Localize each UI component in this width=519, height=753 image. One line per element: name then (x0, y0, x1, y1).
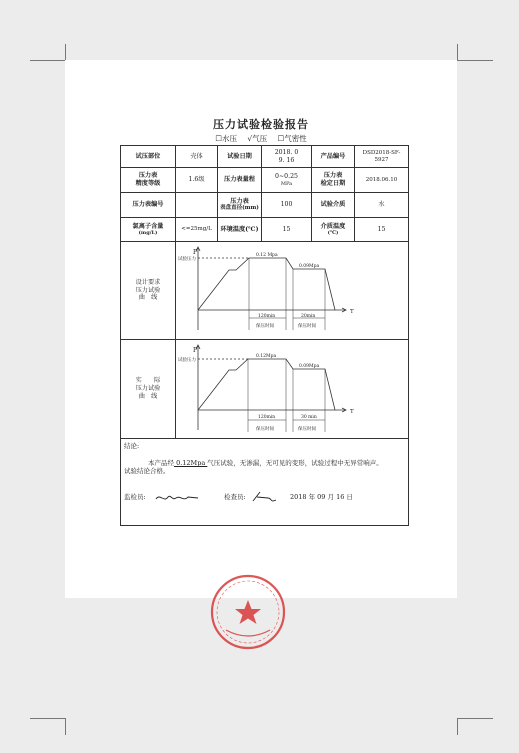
pressure-low-label: 0.09Mpa (299, 364, 320, 369)
conclusion-cell (121, 439, 409, 526)
hold-time-1: 120min (258, 415, 276, 420)
cell-label: 试压部位 (121, 146, 176, 168)
test-pressure-value: 0.12Mpa (174, 459, 208, 468)
cell-value (262, 168, 312, 193)
cell-label: 试验日期 (218, 146, 262, 168)
cell-value: <=25mg/L (176, 218, 218, 242)
cell-label: 压力表编号 (121, 193, 176, 218)
label-line: 精度等级 (135, 180, 161, 187)
report-table (120, 145, 409, 526)
table-row (121, 193, 409, 218)
conclusion-result: 试验结论合格。 (124, 467, 170, 476)
pressure-high-label: 0.12Mpa (256, 354, 277, 359)
label-line: 介质温度 (320, 222, 346, 230)
examiner-label: 检查员: (224, 493, 246, 502)
cell-label: 环境温度(℃) (218, 218, 262, 242)
cell-value (176, 193, 218, 218)
cell-value: 壳体 (176, 146, 218, 168)
label-line: 压力试验 (135, 385, 161, 393)
hold-time-1: 120min (258, 314, 276, 319)
table-row (121, 168, 409, 193)
cell-value: 水 (355, 193, 409, 218)
crop-mark (30, 44, 66, 61)
inspector-label: 监检员: (124, 493, 146, 502)
crop-mark (457, 718, 493, 735)
hold-time-2: 30 min (301, 415, 317, 420)
x-axis-label: T (350, 309, 354, 315)
option-pneumatic: √气压 (247, 134, 268, 143)
label-line: 曲 线 (138, 392, 158, 400)
crop-mark (457, 44, 493, 61)
y-axis-label: P (193, 347, 198, 354)
test-type-options (65, 133, 457, 144)
table-row (121, 242, 409, 340)
cell-value: 100 (262, 193, 312, 218)
option-hydro: ☐水压 (215, 134, 237, 143)
cell-label (218, 193, 262, 218)
actual-chart-cell (176, 340, 409, 439)
table-row (121, 340, 409, 439)
hold-time-2-desc: 保压时间 (298, 427, 316, 432)
conclusion-post: 气压试验，无渗漏，无可见的变形，试验过程中无异常响声。 (207, 459, 383, 468)
report-title: 压力试验检验报告 (213, 118, 309, 131)
hold-time-2: 20min (301, 314, 316, 319)
label-line: 压力试验 (135, 286, 161, 294)
signature-row (124, 491, 405, 505)
inspector-signature (154, 491, 200, 505)
actual-chart-label (121, 340, 176, 439)
crop-mark (30, 718, 66, 735)
range-line: 0~0.25 (275, 173, 298, 180)
cell-label: 产品编号 (312, 146, 355, 168)
cell-label (312, 218, 355, 242)
table-row (121, 146, 409, 168)
date-line-1: 2018. 0 (274, 148, 299, 156)
design-pressure-curve (176, 242, 408, 339)
examiner-signature (250, 489, 280, 505)
y-axis-label: P (193, 249, 198, 256)
label-line: 氯离子含量 (132, 222, 164, 230)
unit-line: MPa (280, 180, 293, 187)
test-pressure-label: 试验压力 (178, 257, 196, 262)
x-axis-label: T (350, 409, 354, 415)
label-line: 曲 线 (138, 294, 158, 302)
pressure-low-label: 0.09Mpa (299, 264, 320, 269)
test-pressure-label: 试验压力 (178, 358, 196, 363)
actual-pressure-curve (176, 340, 408, 438)
cell-label: 压力表量程 (218, 168, 262, 193)
label-line: 压力表 (323, 172, 343, 180)
option-airtight: ☐气密性 (277, 134, 307, 143)
label-line: 实 际 (135, 377, 161, 385)
design-chart-label (121, 242, 176, 340)
cell-label (121, 218, 176, 242)
conclusion-pre: 本产品经 (148, 459, 174, 468)
cell-value (262, 146, 312, 168)
label-line: (mg/L) (138, 230, 158, 237)
label-line: 压力表 (138, 172, 158, 180)
cell-label: 试验介质 (312, 193, 355, 218)
hold-time-2-desc: 保压时间 (298, 324, 316, 329)
label-line: 表盘直径(mm) (220, 205, 259, 212)
cell-label (121, 168, 176, 193)
cell-value: DSD2018-SF-5927 (355, 146, 409, 168)
cell-value: 15 (355, 218, 409, 242)
date-line-2: 9. 16 (278, 156, 295, 164)
hold-time-1-desc: 保压时间 (256, 324, 274, 329)
table-row (121, 218, 409, 242)
label-line: 检定日期 (320, 180, 346, 187)
conclusion-heading: 结论: (124, 442, 140, 450)
pressure-high-label: 0.12 Mpa (256, 253, 278, 258)
cell-value: 2018.06.10 (355, 168, 409, 193)
label-line: 设计要求 (135, 278, 161, 286)
report-page (65, 60, 457, 598)
cell-value: 15 (262, 218, 312, 242)
cell-label (312, 168, 355, 193)
label-line: 压力表 (230, 197, 249, 205)
design-chart-cell (176, 242, 409, 340)
cell-value: 1.6级 (176, 168, 218, 193)
hold-time-1-desc: 保压时间 (256, 427, 274, 432)
label-line: (℃) (327, 230, 339, 237)
report-date: 2018 年 09 月 16 日 (290, 493, 353, 502)
company-seal (208, 572, 288, 652)
table-row (121, 439, 409, 526)
